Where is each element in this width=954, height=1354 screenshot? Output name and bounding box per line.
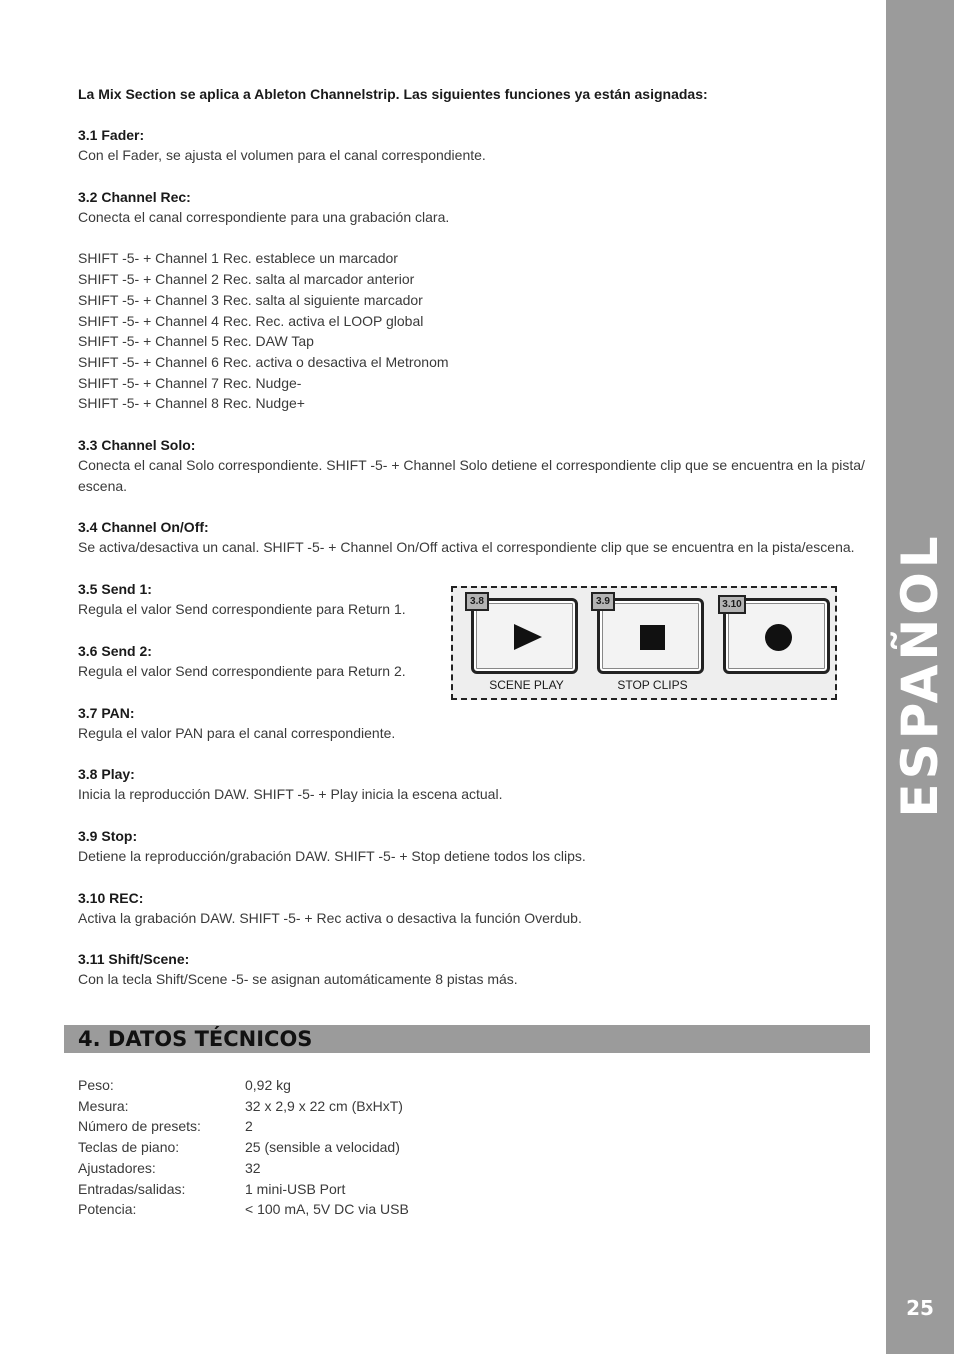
callout-tag: 3.10 xyxy=(718,595,746,614)
section-title: 3.8 Play: xyxy=(78,766,135,783)
section-title: 3.7 PAN: xyxy=(78,704,135,721)
table-row xyxy=(78,1158,409,1179)
scene-play-caption: SCENE PLAY xyxy=(489,678,564,692)
section-title: 3.11 Shift/Scene: xyxy=(78,951,190,968)
stop-clips-caption: STOP CLIPS xyxy=(617,678,688,692)
table-row xyxy=(78,1075,409,1096)
section-title: 3.10 REC: xyxy=(78,889,144,906)
section-shift-scene xyxy=(78,949,868,990)
list-item: SHIFT -5- + Channel 7 Rec. Nudge- xyxy=(78,374,302,391)
list-item: SHIFT -5- + Channel 4 Rec. Rec. activa el LOOP global xyxy=(78,312,424,329)
play-icon xyxy=(514,624,542,650)
spec-key: Potencia: xyxy=(78,1201,137,1218)
spec-key: Teclas de piano: xyxy=(78,1139,180,1156)
section-text: Regula el valor Send correspondiente para Return 1. xyxy=(78,601,406,618)
section-heading: 4. DATOS TÉCNICOS xyxy=(78,1027,313,1051)
stop-icon xyxy=(640,625,665,650)
spec-key: Entradas/salidas: xyxy=(78,1180,186,1197)
section-channel-solo xyxy=(78,435,868,496)
section-rec-button xyxy=(78,888,868,929)
section-play xyxy=(78,764,868,805)
section-pan xyxy=(78,703,868,744)
list-item: SHIFT -5- + Channel 6 Rec. activa o desactiva el Metronom xyxy=(78,353,449,370)
section-title: 3.9 Stop: xyxy=(78,827,138,844)
table-row xyxy=(78,1179,409,1200)
table-row xyxy=(78,1199,409,1220)
section-title: 3.5 Send 1: xyxy=(78,581,152,598)
spec-value: 32 x 2,9 x 22 cm (BxHxT) xyxy=(245,1097,403,1114)
spec-key: Peso: xyxy=(78,1077,114,1093)
section-title: 3.3 Channel Solo: xyxy=(78,437,196,454)
tech-specs-table xyxy=(78,1075,409,1220)
section-send-1 xyxy=(78,579,438,620)
list-item: SHIFT -5- + Channel 2 Rec. salta al marcador anterior xyxy=(78,271,415,288)
section-title: 3.6 Send 2: xyxy=(78,642,152,659)
spec-value: 0,92 kg xyxy=(245,1077,291,1093)
section-title: 3.2 Channel Rec: xyxy=(78,188,191,205)
section-text: Regula el valor Send correspondiente para Return 2. xyxy=(78,662,406,679)
section-title: 3.4 Channel On/Off: xyxy=(78,519,209,536)
section-text: Conecta el canal Solo correspondiente. SHIFT -5- + Channel Solo detiene el correspondiente clip que se encuentra en la pista/ escena. xyxy=(78,457,865,494)
language-label: ESPAÑOL xyxy=(891,532,949,818)
spec-value: 2 xyxy=(245,1118,253,1135)
spec-key: Mesura: xyxy=(78,1097,129,1114)
list-item: SHIFT -5- + Channel 5 Rec. DAW Tap xyxy=(78,333,314,350)
section-text: Detiene la reproducción/grabación DAW. SHIFT -5- + Stop detiene todos los clips. xyxy=(78,847,586,864)
list-item: SHIFT -5- + Channel 1 Rec. establece un marcador xyxy=(78,250,398,267)
section-channel-onoff xyxy=(78,517,868,558)
section-text: Inicia la reproducción DAW. SHIFT -5- + Play inicia la escena actual. xyxy=(78,786,503,803)
table-row xyxy=(78,1137,409,1158)
list-item: SHIFT -5- + Channel 3 Rec. salta al siguiente marcador xyxy=(78,291,423,308)
tech-specs-header xyxy=(64,1025,870,1053)
section-fader xyxy=(78,125,868,166)
table-row xyxy=(78,1096,409,1117)
transport-buttons-figure xyxy=(451,586,837,700)
section-title: 3.1 Fader: xyxy=(78,127,145,143)
shift-functions-list xyxy=(78,248,868,414)
section-text: Regula el valor PAN para el canal correspondiente. xyxy=(78,724,396,741)
spec-value: 25 (sensible a velocidad) xyxy=(245,1139,400,1156)
record-icon xyxy=(765,624,792,651)
intro-text: La Mix Section se aplica a Ableton Channelstrip. Las siguientes funciones ya están asignadas: xyxy=(78,86,708,102)
section-text: Activa la grabación DAW. SHIFT -5- + Rec activa o desactiva la función Overdub. xyxy=(78,909,582,926)
mix-section-content xyxy=(78,84,868,990)
section-send-2 xyxy=(78,641,438,682)
spec-value: 1 mini-USB Port xyxy=(245,1180,346,1197)
spec-key: Número de presets: xyxy=(78,1118,201,1135)
section-text: Se activa/desactiva un canal. SHIFT -5- + Channel On/Off activa el correspondiente clip que se encuentra en la pista/escena. xyxy=(78,539,855,556)
callout-tag: 3.8 xyxy=(465,592,489,611)
section-text: Conecta el canal correspondiente para una grabación clara. xyxy=(78,208,450,225)
section-text: Con el Fader, se ajusta el volumen para el canal correspondiente. xyxy=(78,147,486,163)
spec-value: < 100 mA, 5V DC via USB xyxy=(245,1201,409,1218)
table-row xyxy=(78,1116,409,1137)
spec-key: Ajustadores: xyxy=(78,1159,156,1176)
page-number: 25 xyxy=(906,1296,934,1320)
spec-value: 32 xyxy=(245,1159,261,1176)
section-text: Con la tecla Shift/Scene -5- se asignan automáticamente 8 pistas más. xyxy=(78,971,518,988)
callout-tag: 3.9 xyxy=(591,592,615,611)
section-stop xyxy=(78,826,868,867)
section-channel-rec xyxy=(78,187,868,228)
list-item: SHIFT -5- + Channel 8 Rec. Nudge+ xyxy=(78,395,305,412)
